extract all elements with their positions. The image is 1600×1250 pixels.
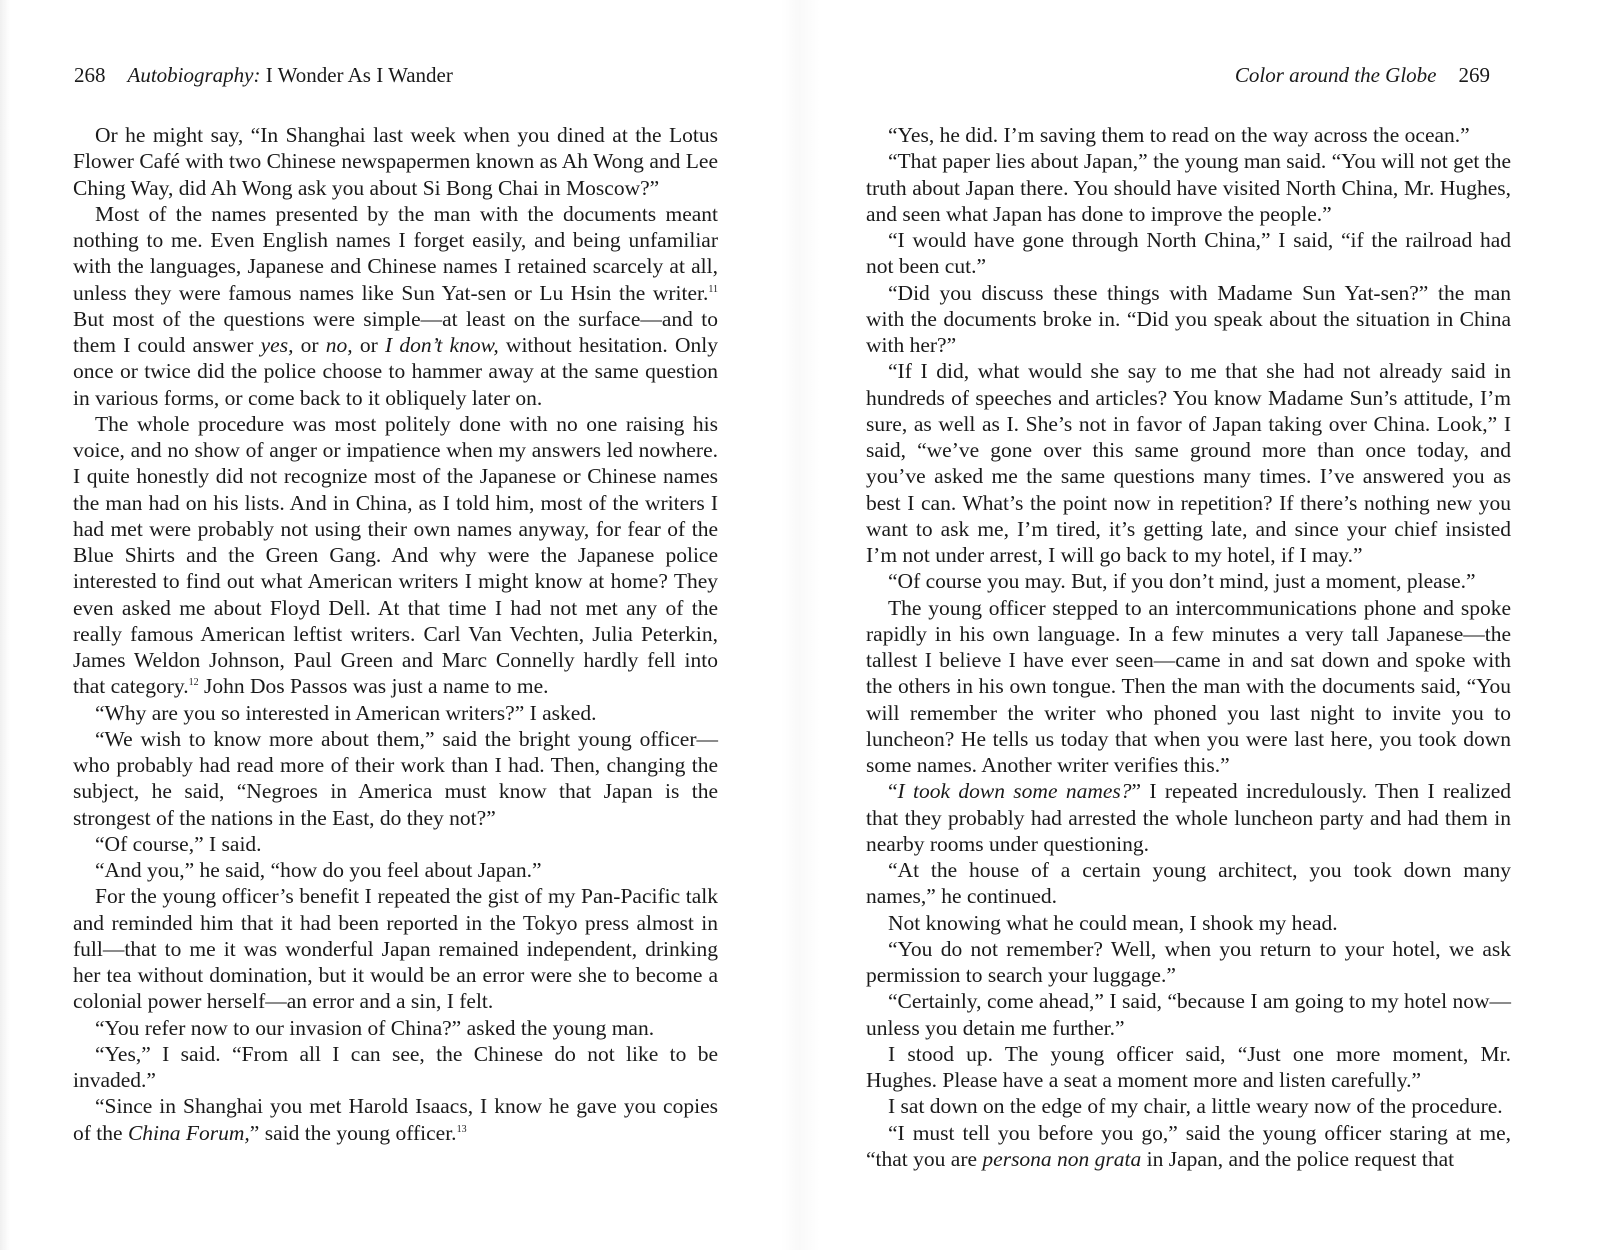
paragraph [866,778,1511,857]
right-body-text [866,122,1511,1172]
paragraph [866,595,1511,779]
text-run: “And you,” he said, “how do you feel about Japan.” [95,858,542,882]
paragraph [73,1093,718,1146]
text-run: “Of course,” I said. [95,831,262,856]
italic-run: I don’t know, [384,333,499,357]
right-page [800,0,1600,1250]
paragraph [73,411,718,700]
text-run: I stood up. The young officer said, “Just one more moment, Mr. Hughes. Please have a seat a moment more and listen carefully.” [866,1041,1511,1092]
paragraph [866,936,1511,989]
paragraph [73,726,718,831]
paragraph [866,1041,1511,1094]
paragraph [866,122,1511,148]
text-run: “Of course you may. But, if you don’t mind, just a moment, please.” [888,569,1476,594]
text-run: ” said the young officer. [249,1120,457,1145]
text-run: or [352,333,385,357]
running-head-title: I Wonder As I Wander [260,63,453,87]
text-run: or [293,333,326,357]
text-run: “Why are you so interested in American writers?” I asked. [95,700,597,725]
left-body-text [73,122,718,1146]
paragraph [866,910,1511,936]
left-page-number: 268 [74,63,106,87]
paragraph [73,1041,718,1094]
text-run: “Did you discuss these things with Madame Sun Yat-sen?” the man with the documents broke in. “Did you speak about the situation in China with her?” [866,280,1511,357]
left-running-head [74,63,453,87]
italic-run: no, [325,333,353,357]
text-run: “That paper lies about Japan,” the young man said. “You will not get the truth about Japan there. You should have visited North China, Mr. Hughes, and seen what Japan has done to improve the people.” [866,149,1511,226]
text-run: Not knowing what he could mean, I shook my head. [888,910,1338,935]
text-run: “I must tell you before you go,” said the young officer staring at me, “that you are [866,1120,1511,1171]
text-run: without hesitation. Only once or twice did the police choose to hammer away at the same question in various forms, or come back to it obliquely later on. [73,333,718,410]
text-run: “Certainly, come ahead,” I said, “because I am going to my hotel now—unless you detain me further.” [866,989,1511,1040]
italic-run: I took down some names? [897,779,1132,804]
paragraph [73,122,718,201]
paragraph [866,148,1511,227]
text-run: in Japan, and the police request that [1141,1146,1455,1171]
text-run: “You do not remember? Well, when you return to your hotel, we ask permission to search your luggage.” [866,936,1511,987]
running-head-italic: Autobiography: [127,63,261,87]
right-page-number: 269 [1458,63,1490,87]
paragraph [866,857,1511,910]
text-run: Or he might say, “In Shanghai last week when you dined at the Lotus Flower Café with two Chinese newspapermen known as Ah Wong and Lee Ching Way, did Ah Wong ask you about Si Bong Chai in Moscow?” [73,123,718,200]
text-run: “Yes, he did. I’m saving them to read on the way across the ocean.” [888,123,1470,147]
text-run: “ [888,779,898,804]
running-head-italic: Color around the Globe [1234,63,1437,87]
italic-run: yes, [260,333,294,357]
paragraph [866,568,1511,594]
text-run: John Dos Passos was just a name to me. [198,674,549,699]
text-run: “You refer now to our invasion of China?” asked the young man. [95,1015,655,1040]
footnote-ref: 11 [708,283,718,295]
footnote-ref: 12 [188,677,199,689]
paragraph [73,857,718,883]
text-run: But most of the questions were simple—at least on the surface—and to them I could answer [73,306,718,357]
text-run: The young officer stepped to an intercommunications phone and spoke rapidly in his own language. In a few minutes a very tall Japanese—the tallest I believe I have ever seen—came in and sat down and spoke with the others in his own tongue. Then the man with the documents said, “You will remember the writer who phoned you last night to invite you to luncheon? He tells us today that when you were last here, you took down some names. Another writer verifies this.” [866,595,1511,777]
text-run: “At the house of a certain young architect, you took down many names,” he continued. [866,858,1511,909]
paragraph [866,1093,1511,1119]
paragraph [866,227,1511,280]
paragraph [866,280,1511,359]
italic-run: China Forum, [127,1120,250,1145]
right-running-head [1235,63,1490,87]
paragraph [73,883,718,1014]
paragraph [73,1015,718,1041]
text-run: Most of the names presented by the man with the documents meant nothing to me. Even English names I forget easily, and being unfamiliar with the languages, Japanese and Chinese names I retained scarcely at all, unless they were famous names like Sun Yat-sen or Lu Hsin the writer. [73,201,718,305]
text-run: “Since in Shanghai you met Harold Isaacs, I know he gave you copies of the [73,1094,718,1145]
text-run: “I would have gone through North China,” I said, “if the railroad had not been cut.” [866,228,1511,279]
paragraph [866,988,1511,1041]
text-run: The whole procedure was most politely done with no one raising his voice, and no show of anger or impatience when my answers led nowhere. I quite honestly did not recognize most of the Japanese or Chinese names the man had on his lists. And in China, as I told him, most of the writers I had met were probably not using their own names anyway, for fear of the Blue Shirts and the Green Gang. And why were the Japanese police interested to find out what American writers I might know at home? They even asked me about Floyd Dell. At that time I had not met any of the really famous American leftist writers. Carl Van Vechten, Julia Peterkin, James Weldon Johnson, Paul Green and Marc Connelly hardly fell into that category. [73,411,718,699]
footnote-ref: 13 [456,1123,467,1135]
paragraph [73,201,718,411]
text-run: “If I did, what would she say to me that she had not already said in hundreds of speeches and articles? You know Madame Sun’s attitude, I’m sure, as well as I. She’s not in favor of Japan taking over China. Look,” I said, “we’ve gone over this same ground more than once today, and you’ve asked me the same questions many times. I’ve answered you as best I can. What’s the point now in repetition? If there’s nothing new you want to ask me, I’m tired, it’s getting late, and since your chief insisted I’m not under arrest, I will go back to my hotel, if I may.” [866,359,1511,567]
text-run: “Yes,” I said. “From all I can see, the Chinese do not like to be invaded.” [73,1041,718,1092]
paragraph [73,700,718,726]
text-run: ” I repeated incredulously. Then I realized that they probably had arrested the whole luncheon party and had them in nearby rooms under questioning. [866,779,1511,856]
text-run: “We wish to know more about them,” said the bright young officer—who probably had read more of their work than I had. Then, changing the subject, he said, “Negroes in America must know that Japan is the strongest of the nations in the East, do they not?” [73,726,718,830]
text-run: For the young officer’s benefit I repeated the gist of my Pan-Pacific talk and reminded him that it had been reported in the Tokyo press almost in full—that to me it was wonderful Japan remained independent, drinking her tea without domination, but it would be an error were she to become a colonial power herself—an error and a sin, I felt. [73,884,718,1014]
italic-run: persona non grata [982,1146,1142,1171]
text-run: I sat down on the edge of my chair, a little weary now of the procedure. [888,1094,1503,1119]
paragraph [73,831,718,857]
paragraph [866,358,1511,568]
paragraph [866,1120,1511,1173]
